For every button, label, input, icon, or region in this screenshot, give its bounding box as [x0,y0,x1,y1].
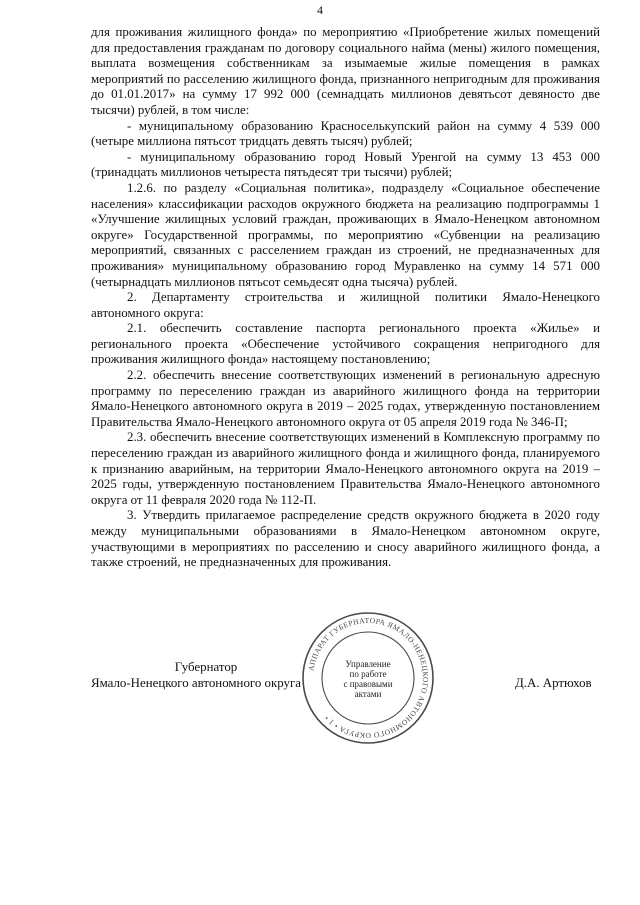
paragraph: 1.2.6. по разделу «Социальная политика», подразделу «Социальное обеспечение населения» классификации расходов окружного бюджета на реализацию подпрограммы 1 «Улучшение жилищных условий граждан, проживающих в Ямало-Ненецком автономном округе» Государственной программы, по мероприятию «Субвенции на реализацию мероприятий, связанных с расселением граждан из строений, не предназначенных для проживания» муниципальному образованию город Муравленко на сумму 14 571 000 (четырнадцать миллионов пятьсот семьдесят одна тысяча) рублей. [91,180,600,289]
paragraph: 2.3. обеспечить внесение соответствующих изменений в Комплексную программу по переселению граждан из аварийного жилищного фонда и жилищного фонда, планируемого к признанию аварийным, на территории Ямало-Ненецкого автономного округа на 2019 – 2025 годы, утвержденную постановлением Правительства Ямало-Ненецкого автономного округа от 11 февраля 2020 года № 112-П. [91,430,600,507]
paragraph: - муниципальному образованию Красноселькупский район на сумму 4 539 000 (четыре миллиона пятьсот тридцать девять тысяч) рублей; [91,118,600,149]
svg-text:АППАРАТ ГУБЕРНАТОРА ЯМАЛО-НЕНЕ: АППАРАТ ГУБЕРНАТОРА ЯМАЛО-НЕНЕЦКОГО АВТОНОМНОГО ОКРУГА • 1 • [306,615,431,741]
official-stamp [300,610,436,746]
paragraph: 2.2. обеспечить внесение соответствующих изменений в региональную адресную программу по переселению граждан из аварийного жилищного фонда на территории Ямало-Ненецкого автономного округа в 2019 – 2025 годах, утвержденную постановлением Правительства Ямало-Ненецкого автономного округа от 05 апреля 2019 года № 346-П; [91,368,600,429]
stamp-center-line: по работе [349,669,387,679]
stamp-center-line: актами [354,689,382,699]
stamp-center-text [330,659,406,699]
stamp-center-line: Управление [345,659,391,669]
signatory-title-line-2: Ямало-Ненецкого автономного округа [91,676,301,690]
paragraph: 3. Утвердить прилагаемое распределение средств окружного бюджета в 2020 году между муниципальными образованиями в Ямало-Ненецком автономном округе, участвующими в мероприятиях по расселению и сносу аварийного жилищного фонда, а также строений, не предназначенных для проживания. [91,508,600,570]
paragraph: 2.1. обеспечить составление паспорта регионального проекта «Жилье» и регионального проекта «Обеспечение устойчивого сокращения непригодного для проживания жилищного фонда» настоящему постановлению; [91,321,600,367]
paragraph: для проживания жилищного фонда» по мероприятию «Приобретение жилых помещений для предоставления гражданам по договору социального найма (мены) жилого помещения, выплата возмещения собственникам за изымаемые жилые помещения в рамках мероприятий по расселению жилищного фонда, признанного непригодным для проживания до 01.01.2017» на сумму 17 992 000 (семнадцать миллионов девятьсот девяносто две тысячи) рублей, в том числе: [91,25,600,117]
signatory-title-line-1: Губернатор [174,660,238,674]
signatory-name: Д.А. Артюхов [515,676,592,690]
paragraph: - муниципальному образованию город Новый Уренгой на сумму 13 453 000 (тринадцать миллионов четыреста пятьдесят три тысячи) рублей; [91,149,600,180]
stamp-center-line: с правовыми [343,679,393,689]
document-body [91,25,600,571]
page-number: 4 [317,3,323,17]
paragraph: 2. Департаменту строительства и жилищной политики Ямало-Ненецкого автономного округа: [91,290,600,320]
